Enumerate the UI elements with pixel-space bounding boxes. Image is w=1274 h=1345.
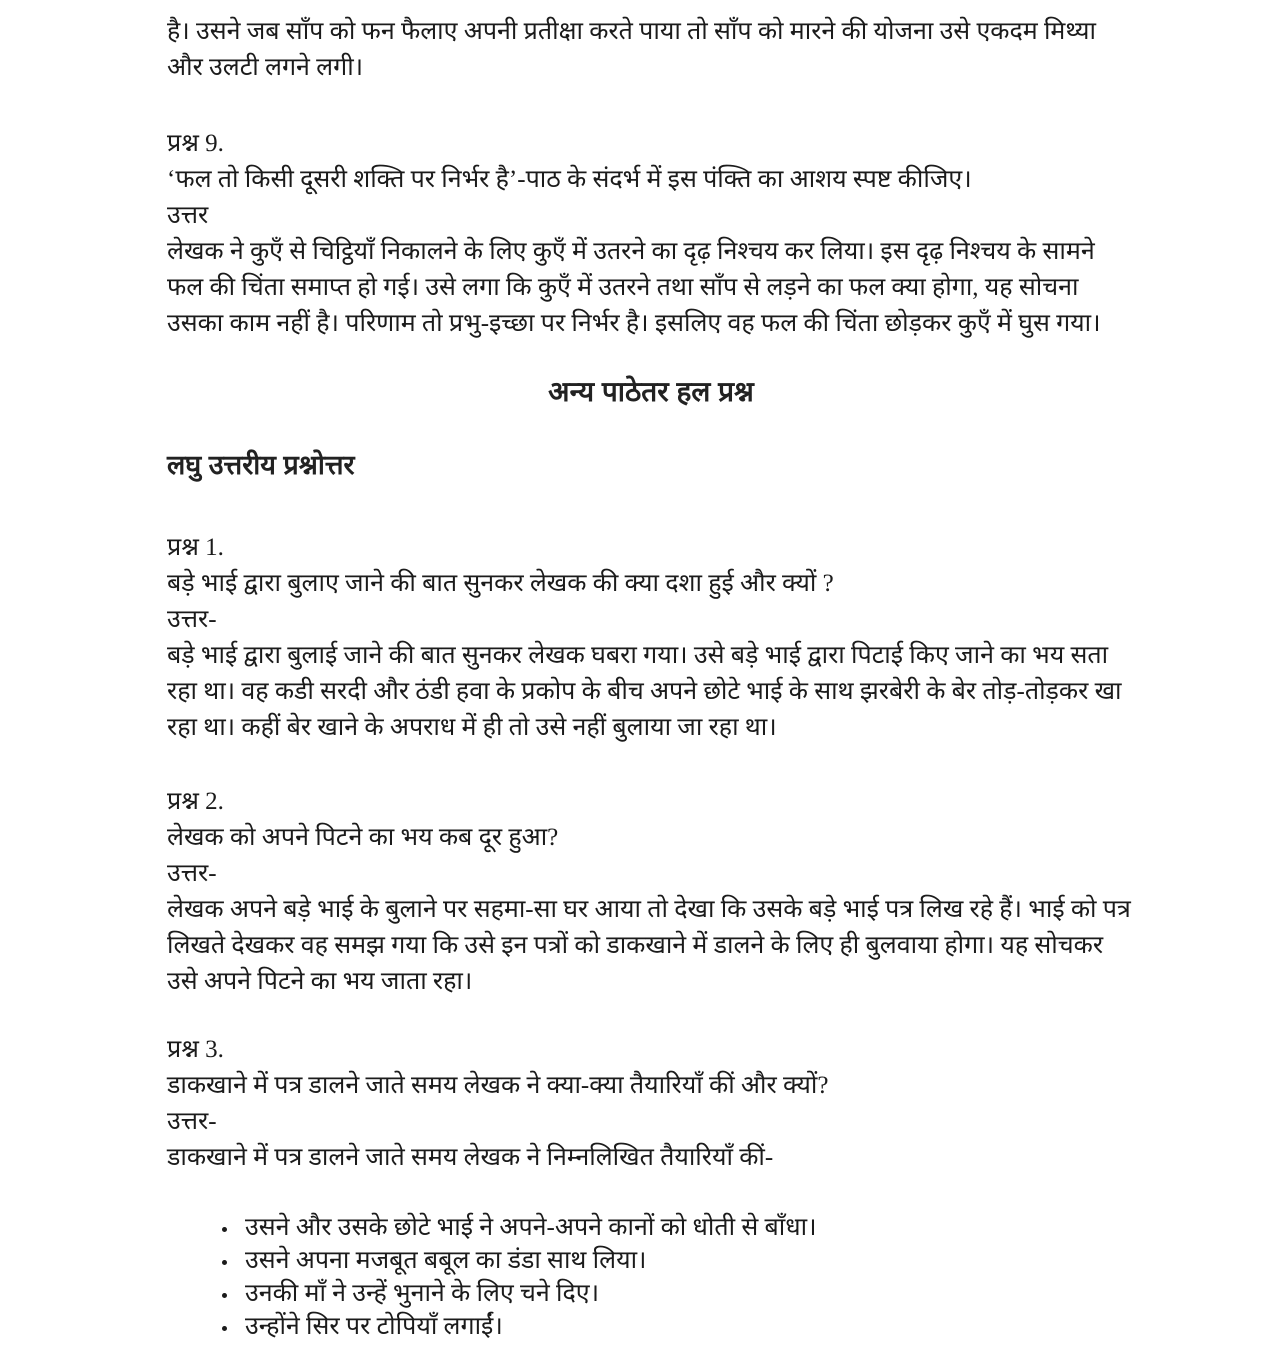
subsection-title: लघु उत्तरीय प्रश्नोत्तर xyxy=(167,450,355,480)
question-3-answer-label: उत्तर- xyxy=(167,1108,217,1135)
question-block-9 xyxy=(167,126,1135,342)
question-2-text: लेखक को अपने पिटने का भय कब दूर हुआ? xyxy=(167,824,559,851)
question-9-label: प्रश्न 9. xyxy=(167,130,224,157)
question-2-answer: लेखक अपने बड़े भाई के बुलाने पर सहमा-सा घर आया तो देखा कि उसके बड़े भाई पत्र लिख रहे हैं। भाई को पत्र लिखते देखकर वह समझ गया कि उसे इन पत्रों को डाकखाने में डालने के लिए ही बुलवाया होगा। यह सोचकर उसे अपने पिटने का भय जाता रहा। xyxy=(167,896,1131,995)
question-2-label: प्रश्न 2. xyxy=(167,788,224,815)
list-item: • उसने अपना मजबूत बबूल का डंडा साथ लिया। xyxy=(239,1245,1135,1277)
question-block-1 xyxy=(167,530,1135,746)
preparation-list xyxy=(167,1212,1135,1343)
leading-paragraph: है। उसने जब साँप को फन फैलाए अपनी प्रतीक्षा करते पाया तो साँप को मारने की योजना उसे एकदम मिथ्या और उलटी लगने लगी। xyxy=(167,18,1097,81)
question-9-answer: लेखक ने कुएँ से चिट्ठियाँ निकालने के लिए कुएँ में उतरने का दृढ़ निश्चय कर लिया। इस दृढ़ निश्चय के सामने फल की चिंता समाप्त हो गई। उसे लगा कि कुएँ में उतरने तथा साँप से लड़ने का फल क्या होगा, यह सोचना उसका काम नहीं है। परिणाम तो प्रभु-इच्छा पर निर्भर है। इसलिए वह फल की चिंता छोड़कर कुएँ में घुस गया। xyxy=(167,238,1101,337)
question-3-label: प्रश्न 3. xyxy=(167,1036,224,1063)
list-item: • उसने और उसके छोटे भाई ने अपने-अपने कानों को धोती से बाँधा। xyxy=(239,1212,1135,1244)
question-3-answer-intro: डाकखाने में पत्र डालने जाते समय लेखक ने निम्नलिखित तैयारियाँ कीं- xyxy=(167,1144,774,1171)
question-1-answer: बड़े भाई द्वारा बुलाई जाने की बात सुनकर लेखक घबरा गया। उसे बड़े भाई द्वारा पिटाई किए जाने का भय सता रहा था। वह कडी सरदी और ठंडी हवा के प्रकोप के बीच अपने छोटे भाई के साथ झरबेरी के बेर तोड़-तोड़कर खा रहा था। कहीं बेर खाने के अपराध में ही तो उसे नहीं बुलाया जा रहा था। xyxy=(167,642,1122,741)
question-9-text: ‘फल तो किसी दूसरी शक्ति पर निर्भर है’-पाठ के संदर्भ में इस पंक्ति का आशय स्पष्ट कीजिए। xyxy=(167,166,972,193)
question-1-answer-label: उत्तर- xyxy=(167,606,217,633)
question-1-label: प्रश्न 1. xyxy=(167,534,224,561)
question-3-text: डाकखाने में पत्र डालने जाते समय लेखक ने क्या-क्या तैयारियाँ कीं और क्यों? xyxy=(167,1072,829,1099)
question-block-3 xyxy=(167,1032,1135,1176)
section-title: अन्य पाठेतर हल प्रश्न xyxy=(548,376,754,407)
list-item: • उनकी माँ ने उन्हें भुनाने के लिए चने दिए। xyxy=(239,1278,1135,1310)
question-9-answer-label: उत्तर xyxy=(167,202,209,229)
list-item: • उन्होंने सिर पर टोपियाँ लगाईं। xyxy=(239,1311,1135,1343)
question-block-2 xyxy=(167,784,1135,1000)
question-1-text: बड़े भाई द्वारा बुलाए जाने की बात सुनकर लेखक की क्या दशा हुई और क्यों ? xyxy=(167,570,834,597)
question-2-answer-label: उत्तर- xyxy=(167,860,217,887)
